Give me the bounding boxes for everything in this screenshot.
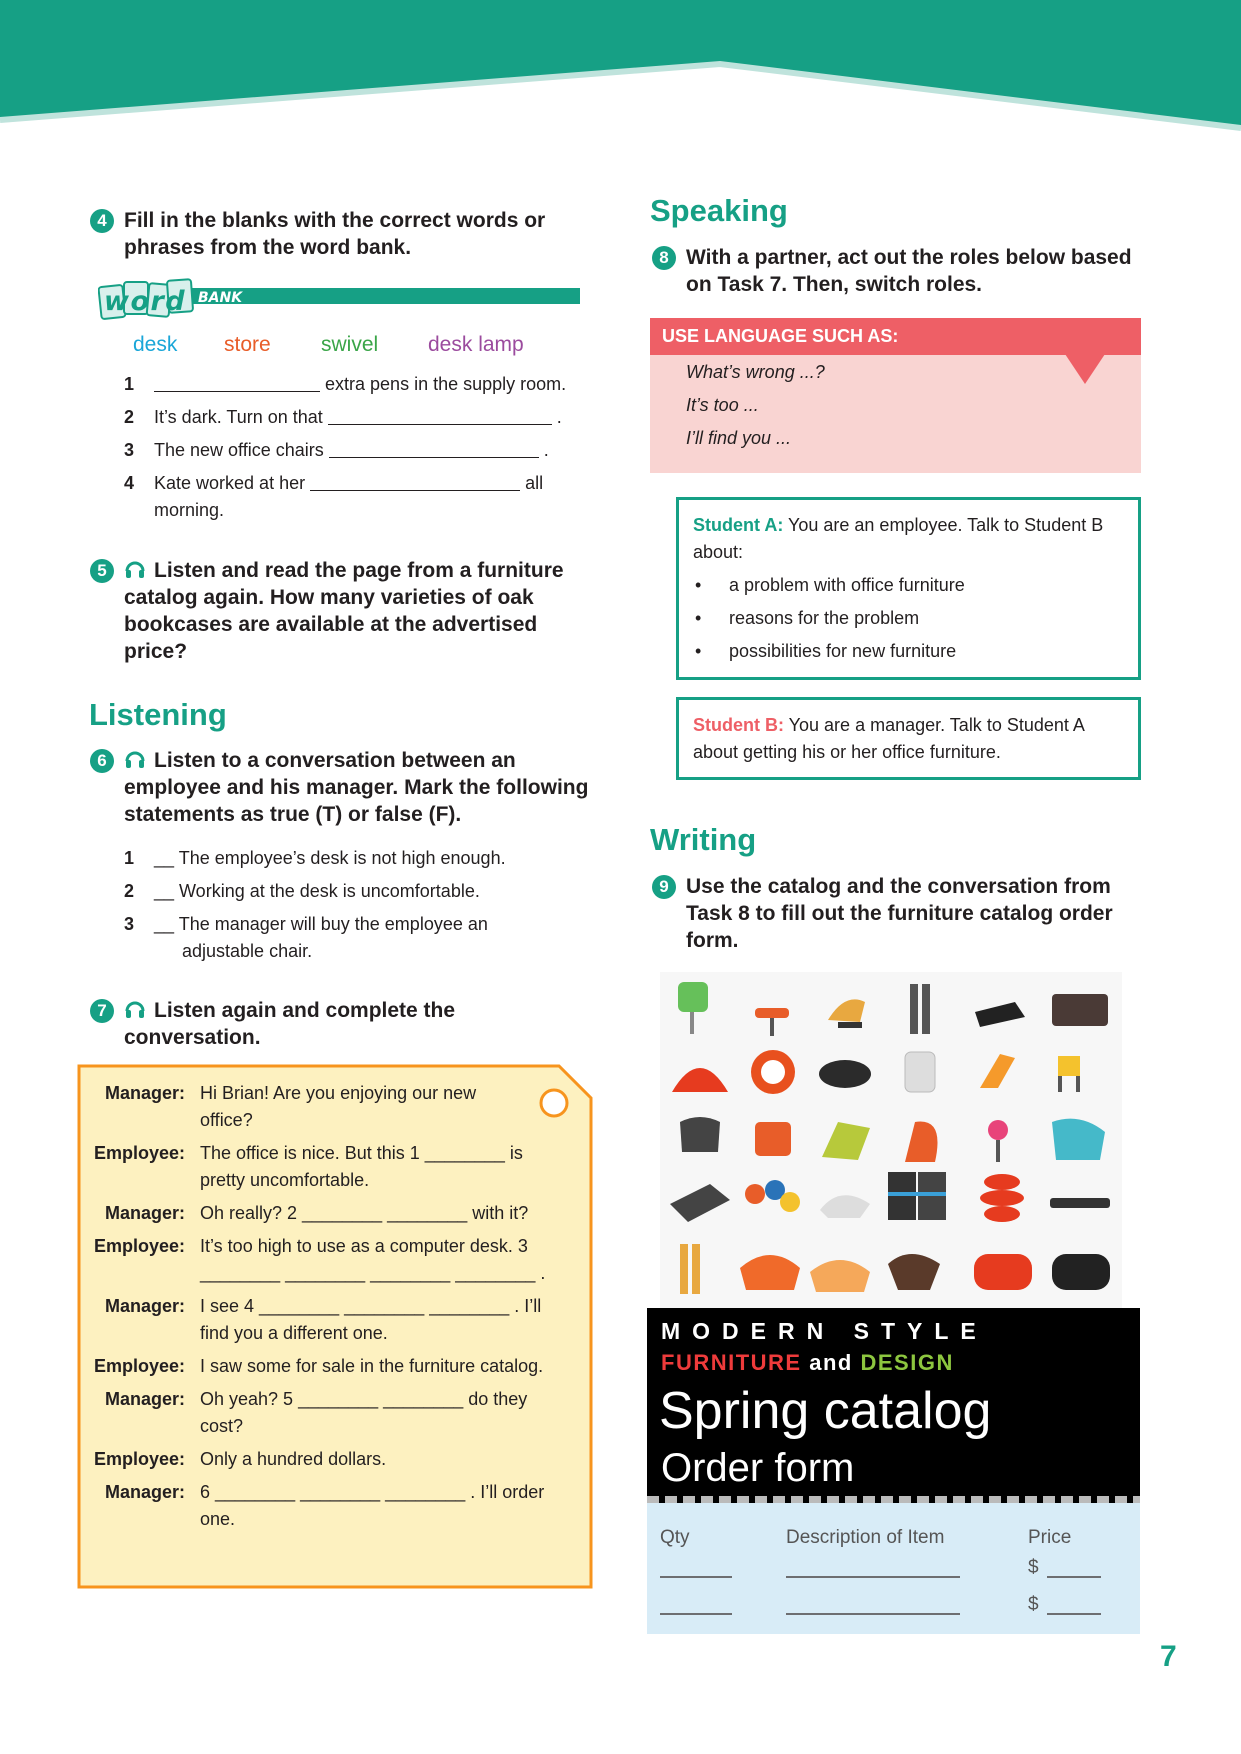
task-number: 4: [90, 209, 114, 233]
wordbank-word-swivel: swivel: [321, 333, 379, 356]
student-b-role-card: [676, 697, 1141, 780]
list-item: 3 __ The manager will buy the employee an adjustable chair.: [124, 914, 488, 961]
task-9: [652, 873, 1132, 954]
section-title-speaking: Speaking: [650, 193, 788, 228]
dollar-sign: $: [1028, 1594, 1039, 1615]
task-number: 7: [90, 999, 114, 1023]
task-instruction: Listen and read the page from a furniture catalog again. How many varieties of oak bookcases are available at the advertised price?: [124, 559, 564, 663]
decorative-dashed-border: [647, 1496, 1140, 1503]
speech-pointer: [1065, 354, 1105, 384]
catalog-modern-style: MODERN STYLE: [661, 1318, 988, 1344]
list-item: 4 Kate worked at her all morning.: [124, 473, 544, 520]
order-form: [647, 1503, 1140, 1634]
conversation-line: Manager: I see 4 ________ ________ ________ . I’ll find you a different one.: [104, 1296, 542, 1343]
answer-blank[interactable]: [154, 372, 320, 392]
order-description-field-2[interactable]: [786, 1613, 960, 1615]
task-instruction: Listen to a conversation between an employee and his manager. Mark the following statements as true (T) or false (F).: [124, 749, 589, 826]
wordbank-word-desk-lamp: desk lamp: [428, 333, 524, 356]
task4-items: [124, 371, 580, 530]
answer-blank[interactable]: [329, 438, 539, 458]
list-item: 1 __ The employee’s desk is not high enough.: [124, 848, 506, 868]
wordbank-banner: [98, 276, 580, 326]
task-5: [90, 557, 590, 665]
task-number: 6: [90, 749, 114, 773]
conversation-line: Employee: Only a hundred dollars.: [93, 1449, 387, 1469]
conversation-line: Employee: It’s too high to use as a computer desk. 3 ________ ________ ________ ________ .: [93, 1236, 546, 1283]
catalog-subtitle: Order form: [661, 1446, 855, 1490]
header-band: [0, 0, 1241, 140]
wordbank-word-desk: desk: [133, 333, 178, 356]
conversation: [84, 1080, 572, 1539]
conversation-line: Employee: The office is nice. But this 1 ________ is pretty uncomfortable.: [93, 1143, 523, 1190]
order-price-field-2[interactable]: [1047, 1613, 1101, 1615]
conversation-line: Manager: Oh really? 2 ________ ________ with it?: [104, 1203, 529, 1223]
useful-language-header: USE LANGUAGE SUCH AS:: [650, 318, 1141, 355]
task-instruction: Use the catalog and the conversation from Task 8 to fill out the furniture catalog order form.: [686, 875, 1113, 952]
dollar-sign: $: [1028, 1557, 1039, 1578]
student-a-text: You are an employee. Talk to Student B about:: [693, 515, 1104, 562]
task-instruction: Listen again and complete the conversation.: [124, 999, 456, 1049]
language-phrase: It’s too ...: [686, 395, 759, 415]
language-phrase: I’ll find you ...: [686, 428, 792, 448]
conversation-line: Manager: Hi Brian! Are you enjoying our new office?: [104, 1083, 477, 1130]
list-item: • a problem with office furniture: [693, 572, 1124, 599]
catalog-title-panel: [647, 1308, 1140, 1503]
catalog-title: Spring catalog: [659, 1382, 992, 1440]
section-title-writing: Writing: [650, 822, 757, 857]
order-column-qty: Qty: [660, 1527, 690, 1548]
page-number: 7: [1160, 1640, 1177, 1673]
headphones-icon[interactable]: [124, 748, 146, 770]
student-b-text: You are a manager. Talk to Student A about getting his or her office furniture.: [693, 715, 1084, 762]
student-b-label: Student B:: [693, 715, 784, 735]
task-number: 8: [652, 246, 676, 270]
catalog-furniture-design: FURNITURE and DESIGN: [661, 1350, 954, 1375]
headphones-icon[interactable]: [124, 998, 146, 1020]
order-column-price: Price: [1028, 1527, 1072, 1548]
headphones-icon[interactable]: [124, 558, 146, 580]
task-instruction: Fill in the blanks with the correct words or phrases from the word bank.: [124, 209, 546, 259]
list-item: 1 extra pens in the supply room.: [124, 374, 567, 394]
useful-language-box: [650, 318, 1141, 473]
answer-blank[interactable]: [328, 405, 552, 425]
order-description-field-1[interactable]: [786, 1576, 960, 1578]
order-column-description: Description of Item: [786, 1527, 945, 1548]
furniture-photo-gallery: [660, 972, 1122, 1308]
list-item: • possibilities for new furniture: [693, 638, 1124, 665]
student-a-label: Student A:: [693, 515, 784, 535]
task-7: [90, 997, 570, 1051]
list-item: 3 The new office chairs .: [124, 440, 549, 460]
language-phrase: What’s wrong ...?: [686, 362, 825, 382]
task-4: [90, 207, 590, 261]
task-instruction: With a partner, act out the roles below based on Task 7. Then, switch roles.: [686, 246, 1132, 296]
conversation-line: Manager: Oh yeah? 5 ________ ________ do they cost?: [104, 1389, 528, 1436]
conversation-line: Manager: 6 ________ ________ ________ . I’ll order one.: [104, 1482, 545, 1529]
task6-items: [124, 845, 580, 971]
wordbank-bank: BANK: [198, 290, 243, 306]
order-qty-field-1[interactable]: [660, 1576, 732, 1578]
task-8: [652, 244, 1132, 298]
task-number: 9: [652, 875, 676, 899]
list-item: • reasons for the problem: [693, 605, 1124, 632]
wordbank-word-store: store: [224, 333, 271, 356]
student-a-role-card: [676, 497, 1141, 680]
task-6: [90, 747, 590, 828]
conversation-line: Employee: I saw some for sale in the furniture catalog.: [93, 1356, 544, 1376]
list-item: 2 It’s dark. Turn on that .: [124, 407, 562, 427]
order-price-field-1[interactable]: [1047, 1576, 1101, 1578]
answer-blank[interactable]: [310, 471, 520, 491]
student-a-points: [693, 572, 1124, 665]
order-qty-field-2[interactable]: [660, 1613, 732, 1615]
task-number: 5: [90, 559, 114, 583]
section-title-listening: Listening: [89, 697, 227, 732]
wordbank-word: word: [104, 286, 187, 317]
list-item: 2 __ Working at the desk is uncomfortable.: [124, 881, 480, 901]
